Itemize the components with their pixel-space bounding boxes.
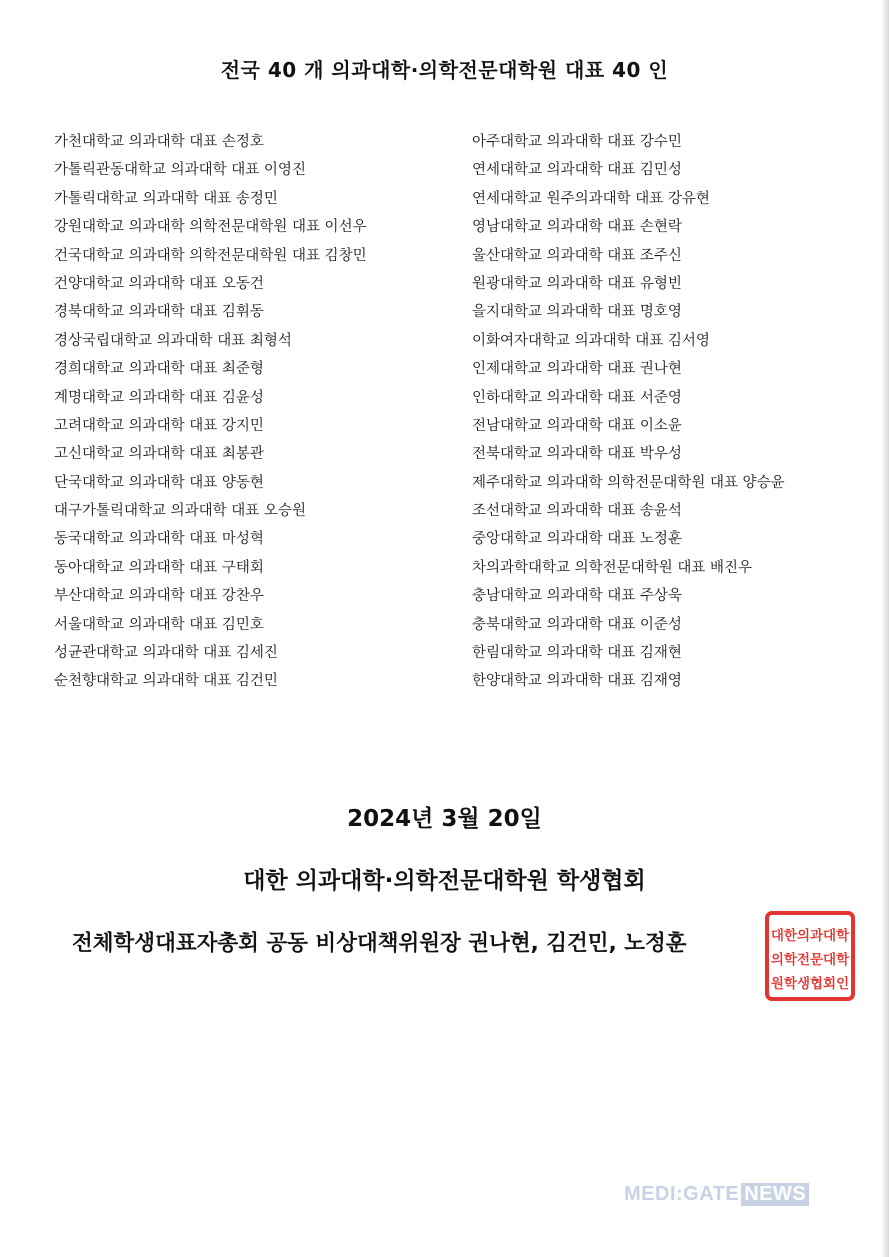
list-item: 가천대학교 의과대학 대표 손정호	[54, 134, 264, 150]
list-item: 인하대학교 의과대학 대표 서준영	[472, 389, 682, 406]
list-item: 울산대학교 의과대학 대표 조주신	[472, 247, 682, 264]
list-item: 가톨릭대학교 의과대학 대표 송정민	[54, 190, 278, 207]
list-item: 성균관대학교 의과대학 대표 김세진	[54, 645, 278, 662]
list-item: 고려대학교 의과대학 대표 강지민	[54, 417, 264, 434]
representatives-left-column	[54, 132, 367, 700]
list-item: 건국대학교 의과대학 의학전문대학원 대표 김창민	[54, 247, 367, 264]
document-date: 2024년 3월 20일	[347, 806, 542, 832]
list-item: 단국대학교 의과대학 대표 양동현	[54, 474, 264, 491]
list-item: 연세대학교 의과대학 대표 김민성	[472, 162, 682, 179]
list-item: 동아대학교 의과대학 대표 구태회	[54, 559, 264, 576]
list-item: 한양대학교 의과대학 대표 김재영	[472, 673, 682, 690]
list-item: 고신대학교 의과대학 대표 최봉관	[54, 446, 264, 463]
list-item: 강원대학교 의과대학 의학전문대학원 대표 이선우	[54, 219, 367, 236]
list-item: 충북대학교 의과대학 대표 이준성	[472, 616, 682, 633]
representatives-right-column	[472, 132, 785, 700]
watermark-news-badge: NEWS	[741, 1183, 809, 1206]
list-item: 중앙대학교 의과대학 대표 노정훈	[472, 531, 682, 548]
list-item: 대구가톨릭대학교 의과대학 대표 오승원	[54, 503, 306, 520]
list-item: 연세대학교 원주의과대학 대표 강유현	[472, 190, 710, 207]
list-item: 전북대학교 의과대학 대표 박우성	[472, 446, 682, 463]
list-item: 부산대학교 의과대학 대표 강찬우	[54, 588, 264, 605]
list-item: 충남대학교 의과대학 대표 주상욱	[472, 588, 682, 605]
chairs-signature-line: 전체학생대표자총회 공동 비상대책위원장 권나현, 김건민, 노정훈	[72, 931, 687, 956]
association-name: 대한 의과대학·의학전문대학원 학생협회	[243, 868, 646, 894]
list-item: 인제대학교 의과대학 대표 권나현	[472, 361, 682, 378]
list-item: 순천향대학교 의과대학 대표 김건민	[54, 673, 278, 690]
list-item: 서울대학교 의과대학 대표 김민호	[54, 616, 264, 633]
list-item: 경북대학교 의과대학 대표 김휘동	[54, 304, 264, 321]
list-item: 건양대학교 의과대학 대표 오동건	[54, 275, 264, 292]
list-item: 경상국립대학교 의과대학 대표 최형석	[54, 332, 292, 349]
svg-text:대한의과대학: 대한의과대학	[770, 928, 850, 944]
svg-text:원학생협회인: 원학생협회인	[770, 976, 850, 992]
list-item: 한림대학교 의과대학 대표 김재현	[472, 645, 682, 662]
list-item: 제주대학교 의과대학 의학전문대학원 대표 양승윤	[472, 474, 785, 491]
list-item: 동국대학교 의과대학 대표 마성혁	[54, 531, 264, 548]
list-item: 영남대학교 의과대학 대표 손현락	[472, 219, 682, 236]
page-edge-shadow	[881, 0, 889, 1257]
list-item: 차의과학대학교 의학전문대학원 대표 배진우	[472, 559, 752, 576]
list-item: 가톨릭관동대학교 의과대학 대표 이영진	[54, 162, 306, 179]
medigate-news-watermark	[624, 1183, 809, 1206]
list-item: 경희대학교 의과대학 대표 최준형	[54, 361, 264, 378]
watermark-brand: MEDI:GATE	[624, 1183, 740, 1205]
svg-text:의학전문대학: 의학전문대학	[770, 952, 850, 968]
page-title: 전국 40 개 의과대학·의학전문대학원 대표 40 인	[220, 58, 669, 82]
list-item: 계명대학교 의과대학 대표 김윤성	[54, 389, 264, 406]
list-item: 이화여자대학교 의과대학 대표 김서영	[472, 332, 710, 349]
list-item: 조선대학교 의과대학 대표 송윤석	[472, 503, 682, 520]
official-seal-stamp	[764, 910, 856, 1002]
list-item: 아주대학교 의과대학 대표 강수민	[472, 134, 682, 150]
list-item: 을지대학교 의과대학 대표 명호영	[472, 304, 682, 321]
list-item: 전남대학교 의과대학 대표 이소윤	[472, 417, 682, 434]
list-item: 원광대학교 의과대학 대표 유형빈	[472, 275, 682, 292]
